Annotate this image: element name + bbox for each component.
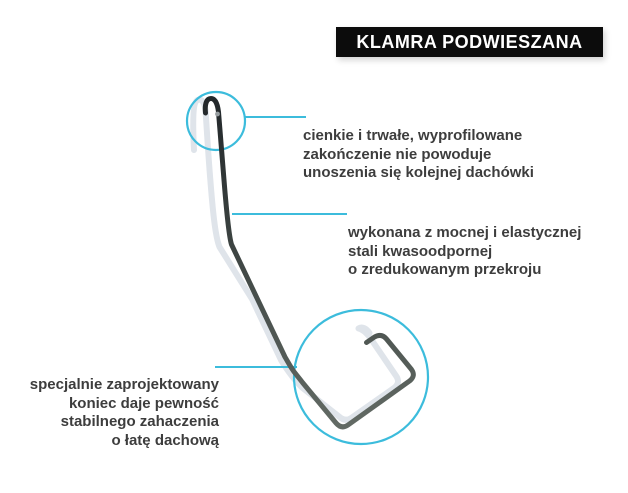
annotation-tip-end: [303, 127, 534, 183]
annotation-line: wykonana z mocnej i elastycznej: [348, 224, 582, 241]
annotation-line: specjalnie zaprojektowany: [29, 376, 219, 393]
annotation-line: unoszenia się kolejnej dachówki: [303, 164, 534, 181]
annotation-line: o łatę dachową: [111, 431, 219, 449]
annotation-hook-end: [0, 376, 219, 450]
annotation-line: o zredukowanym przekroju: [348, 261, 542, 278]
annotation-line: koniec daje pewność: [68, 394, 219, 412]
annotation-line: stali kwasoodpornej: [348, 242, 493, 260]
title-banner: [336, 27, 603, 57]
annotation-steel: [348, 224, 581, 280]
annotation-line: cienkie i trwałe, wyprofilowane: [303, 127, 523, 144]
annotation-line: stabilnego zahaczenia: [60, 413, 219, 430]
page-title: KLAMRA PODWIESZANA: [356, 31, 583, 52]
clamp-wire-tip-cap: [215, 112, 220, 117]
annotation-line: zakończenie nie powoduje: [303, 145, 492, 163]
